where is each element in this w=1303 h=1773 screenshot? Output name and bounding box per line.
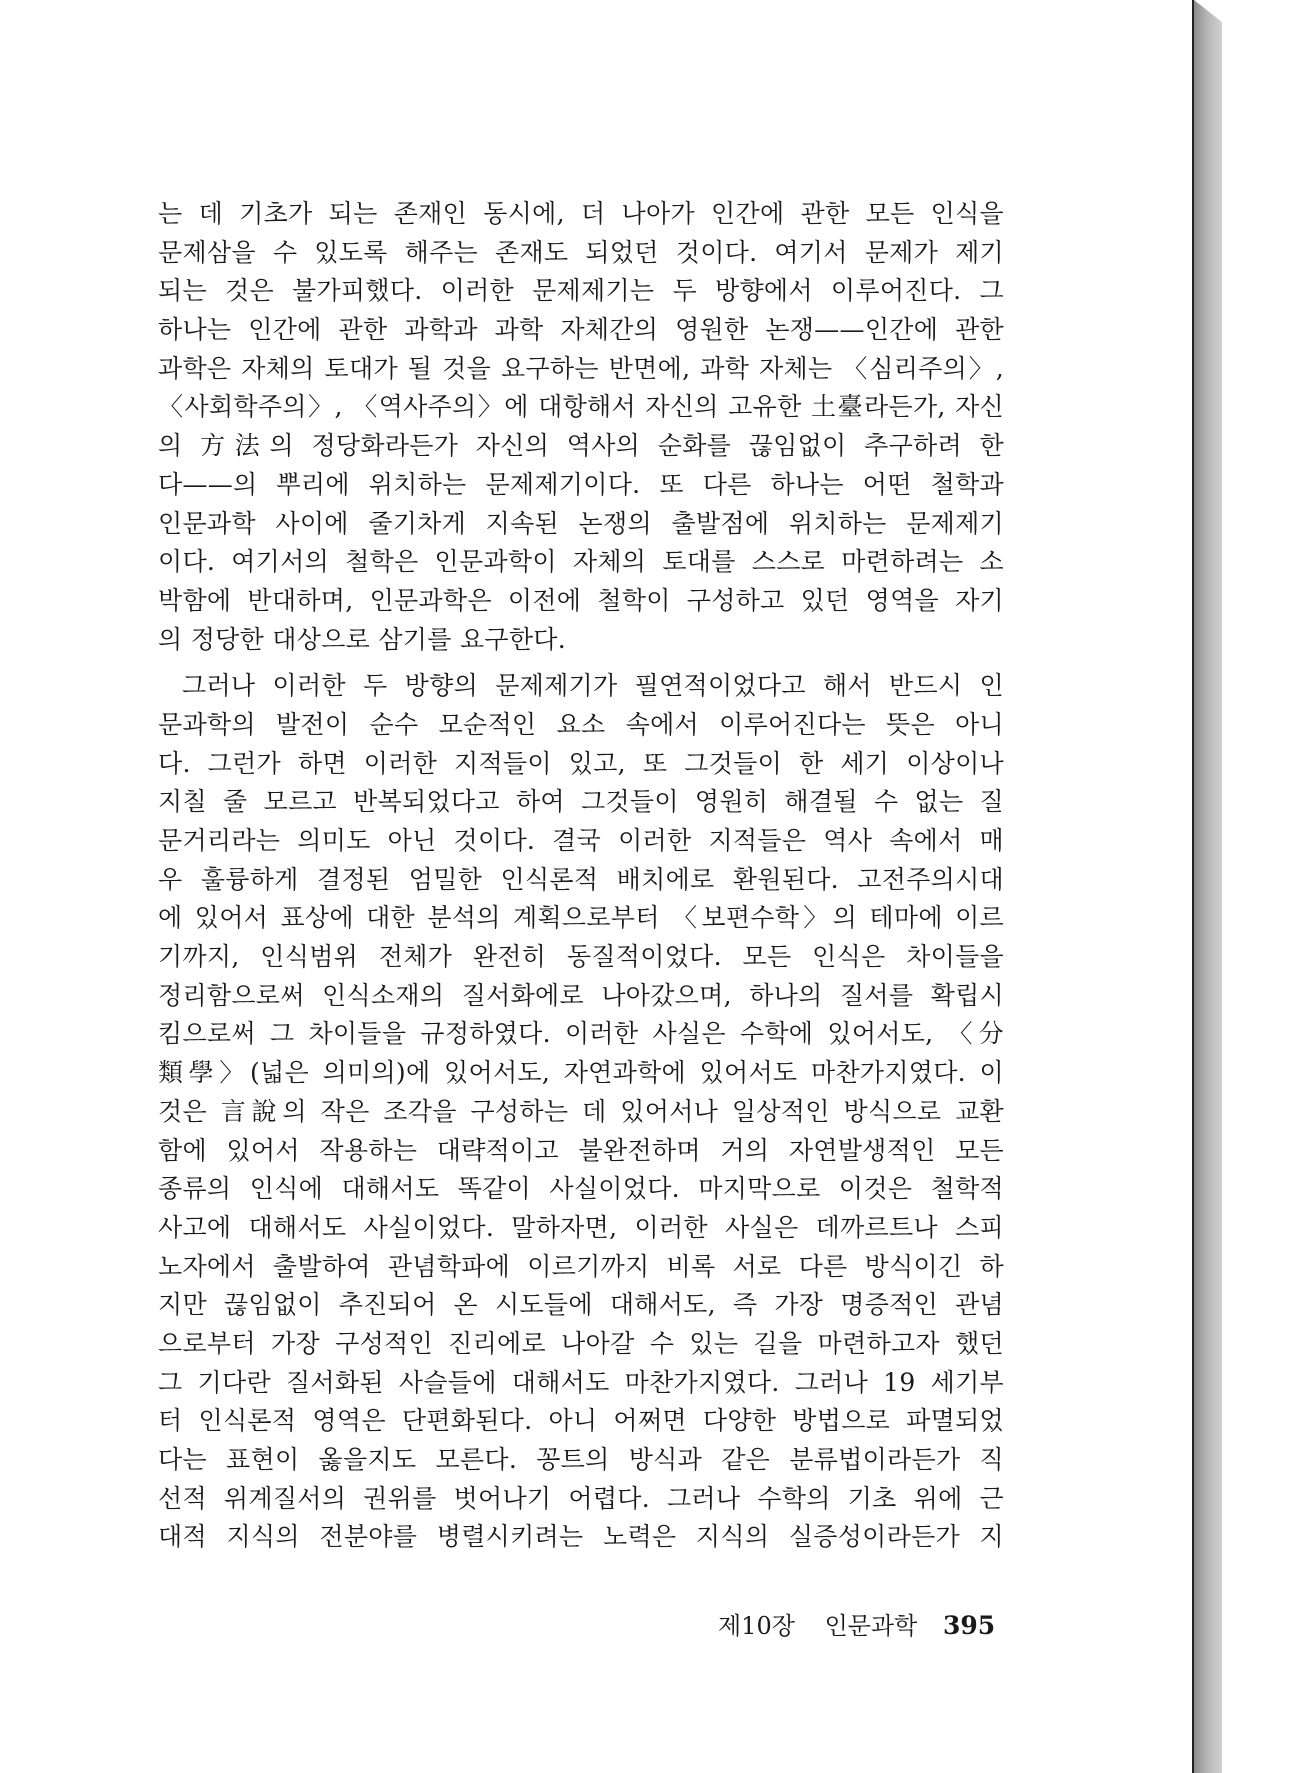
text-line: 다——의 뿌리에 위치하는 문제제기이다. 또 다른 하나는 어떤 철학과 xyxy=(158,469,1004,499)
paragraph xyxy=(158,195,1004,659)
text-line: 종류의 인식에 대해서도 똑같이 사실이었다. 마지막으로 이것은 철학적 xyxy=(158,1174,1004,1204)
text-line: 박함에 반대하며, 인문과학은 이전에 철학이 구성하고 있던 영역을 자기 xyxy=(158,585,1004,615)
paragraph-gap xyxy=(158,659,1004,667)
text-line: 지만 끊임없이 추진되어 온 시도들에 대해서도, 즉 가장 명증적인 관념 xyxy=(158,1290,1004,1320)
text-line: 문제삼을 수 있도록 해주는 존재도 되었던 것이다. 여기서 문제가 제기 xyxy=(158,237,1004,267)
text-line: 선적 위계질서의 권위를 벗어나기 어렵다. 그러나 수학의 기초 위에 근 xyxy=(158,1483,1004,1513)
page-edge-shadow xyxy=(1194,0,1222,1773)
text-line: 하나는 인간에 관한 과학과 과학 자체간의 영원한 논쟁——인간에 관한 xyxy=(158,315,1004,345)
text-line: 〈사회학주의〉, 〈역사주의〉에 대항해서 자신의 고유한 土臺라든가, 자신 xyxy=(158,392,1004,422)
text-line: 의 方法의 정당화라든가 자신의 역사의 순화를 끊임없이 추구하려 한 xyxy=(158,431,1004,461)
text-line: 그 기다란 질서화된 사슬들에 대해서도 마찬가지였다. 그러나 19 세기부 xyxy=(158,1367,1004,1397)
text-line: 다는 표현이 옳을지도 모른다. 꽁트의 방식과 같은 분류법이라든가 직 xyxy=(158,1445,1004,1474)
text-line: 문과학의 발전이 순수 모순적인 요소 속에서 이루어진다는 뜻은 아니 xyxy=(158,709,1004,739)
page-number: 395 xyxy=(942,1611,996,1640)
text-line: 문거리라는 의미도 아닌 것이다. 결국 이러한 지적들은 역사 속에서 매 xyxy=(158,826,1004,855)
text-line: 정리함으로써 인식소재의 질서화에로 나아갔으며, 하나의 질서를 확립시 xyxy=(158,980,1004,1010)
text-line: 사고에 대해서도 사실이었다. 말하자면, 이러한 사실은 데까르트나 스피 xyxy=(158,1212,1004,1242)
text-line: 지칠 줄 모르고 반복되었다고 하여 그것들이 영원히 해결될 수 없는 질 xyxy=(158,787,1004,817)
text-line: 다. 그런가 하면 이러한 지적들이 있고, 또 그것들이 한 세기 이상이나 xyxy=(158,748,1004,778)
text-line: 類學〉(넓은 의미의)에 있어서도, 자연과학에 있어서도 마찬가지였다. 이 xyxy=(158,1058,1004,1088)
text-line: 과학은 자체의 토대가 될 것을 요구하는 반면에, 과학 자체는 〈심리주의〉, xyxy=(158,353,1004,383)
text-line: 인문과학 사이에 줄기차게 지속된 논쟁의 출발점에 위치하는 문제제기 xyxy=(158,508,1004,538)
text-line: 것은 言說의 작은 조각을 구성하는 데 있어서나 일상적인 방식으로 교환 xyxy=(158,1096,1004,1126)
text-line: 노자에서 출발하여 관념학파에 이르기까지 비록 서로 다른 방식이긴 하 xyxy=(158,1251,1004,1281)
text-line: 대적 지식의 전분야를 병렬시키려는 노력은 지식의 실증성이라든가 지 xyxy=(158,1522,1004,1552)
text-line: 우 훌륭하게 결정된 엄밀한 인식론적 배치에로 환원된다. 고전주의시대 xyxy=(158,864,1004,894)
text-line: 되는 것은 불가피했다. 이러한 문제제기는 두 방향에서 이루어진다. 그 xyxy=(158,276,1004,306)
body-text xyxy=(158,195,1004,1557)
text-line: 함에 있어서 작용하는 대략적이고 불완전하며 거의 자연발생적인 모든 xyxy=(158,1135,1004,1165)
text-line: 는 데 기초가 되는 존재인 동시에, 더 나아가 인간에 관한 모든 인식을 xyxy=(158,199,1004,228)
text-line: 이다. 여기서의 철학은 인문과학이 자체의 토대를 스스로 마련하려는 소 xyxy=(158,547,1004,577)
text-line: 그러나 이러한 두 방향의 문제제기가 필연적이었다고 해서 반드시 인 xyxy=(182,671,1004,701)
text-line: 기까지, 인식범위 전체가 완전히 동질적이었다. 모든 인식은 차이들을 xyxy=(158,942,1004,972)
text-line: 의 정당한 대상으로 삼기를 요구한다. xyxy=(158,624,566,654)
text-line: 킴으로써 그 차이들을 규정하였다. 이러한 사실은 수학에 있어서도, 〈分 xyxy=(158,1019,1004,1049)
paragraph xyxy=(158,667,1004,1557)
running-footer xyxy=(718,1606,995,1641)
text-line: 에 있어서 표상에 대한 분석의 계획으로부터 〈보편수학〉의 테마에 이르 xyxy=(158,903,1004,933)
section-title: 인문과학 xyxy=(824,1612,918,1640)
chapter-label: 제10장 xyxy=(718,1612,795,1640)
text-line: 터 인식론적 영역은 단편화된다. 아니 어쩌면 다양한 방법으로 파멸되었 xyxy=(158,1406,1004,1436)
text-line: 으로부터 가장 구성적인 진리에로 나아갈 수 있는 길을 마련하고자 했던 xyxy=(158,1328,1004,1358)
